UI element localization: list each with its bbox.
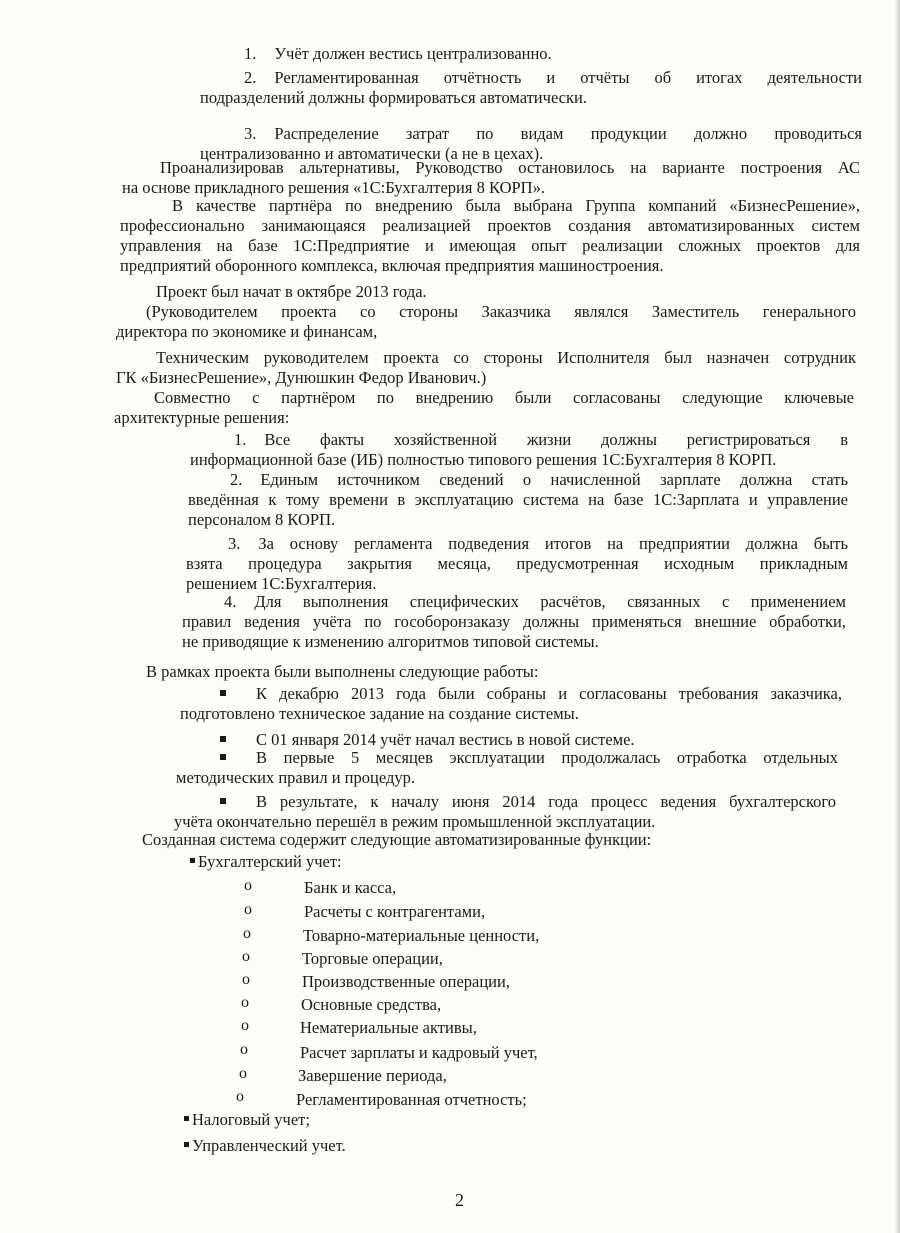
req-text: Учёт должен вестись централизованно.: [274, 44, 552, 63]
paragraph-analysis: [122, 158, 860, 198]
arch-line: правил ведения учёта по гособоронзаказу должны применяться внешние обработки,: [182, 612, 846, 631]
paragraph-line: архитектурные решения:: [114, 408, 290, 427]
paragraph-line: директора по экономике и финансам,: [116, 322, 378, 341]
req-line: [200, 124, 862, 144]
square-bullet-icon: [220, 736, 226, 742]
function-label: Бухгалтерский учет:: [198, 852, 342, 871]
arch-num: 4.: [224, 592, 237, 611]
req-num: 2.: [244, 68, 257, 87]
function-label: Налоговый учет;: [192, 1110, 310, 1129]
paragraph-line: (Руководителем проекта со стороны Заказчика являлся Заместитель генерального: [146, 302, 856, 321]
paragraph-start: Проект был начат в октябре 2013 года.: [156, 282, 427, 301]
arch-text: Все факты хозяйственной жизни должны регистрироваться в: [264, 430, 848, 449]
sub-item: Расчет зарплаты и кадровый учет,: [300, 1043, 538, 1062]
req-num: 1.: [244, 44, 257, 63]
circle-bullet-icon: o: [241, 994, 249, 1011]
work-text: С 01 января 2014 учёт начал вестись в новой системе.: [256, 730, 635, 749]
circle-bullet-icon: o: [236, 1088, 244, 1105]
circle-bullet-icon: o: [240, 1041, 248, 1058]
req-text: Регламентированная отчётность и отчёты об итогах деятельности: [274, 68, 862, 87]
arch-line: персоналом 8 КОРП.: [188, 510, 336, 529]
sub-item: Основные средства,: [301, 995, 442, 1014]
paragraph-system: Созданная система содержит следующие автоматизированные функции:: [142, 830, 652, 849]
square-bullet-icon: [190, 858, 195, 863]
work-text: В результате, к началу июня 2014 года процесс ведения бухгалтерского: [256, 792, 836, 811]
sub-item: Расчеты с контрагентами,: [304, 902, 486, 921]
req-line: подразделений должны формироваться автоматически.: [200, 88, 587, 107]
arch-line: [188, 470, 848, 490]
paragraph-manager: [116, 302, 856, 342]
arch-line: [190, 430, 848, 450]
req-num: 3.: [244, 124, 257, 143]
circle-bullet-icon: o: [241, 1017, 249, 1034]
sub-item: Завершение периода,: [298, 1066, 447, 1085]
circle-bullet-icon: o: [244, 901, 252, 918]
req-item-2: [200, 68, 862, 108]
work-line: подготовлено техническое задание на создание системы.: [180, 704, 579, 723]
function-mgmt: [184, 1136, 584, 1156]
arch-line: не приводящие к изменению алгоритмов типовой системы.: [182, 632, 599, 651]
arch-num: 2.: [230, 470, 243, 489]
sub-item: Товарно-материальные ценности,: [303, 926, 540, 945]
sub-item: Нематериальные активы,: [300, 1018, 477, 1037]
req-line: [200, 68, 862, 88]
circle-bullet-icon: o: [242, 948, 250, 965]
circle-bullet-icon: o: [239, 1065, 247, 1082]
work-line: методических правил и процедур.: [176, 768, 415, 787]
req-text: Распределение затрат по видам продукции должно проводиться: [274, 124, 862, 143]
paragraph-line: на основе прикладного решения «1С:Бухгалтерия 8 КОРП».: [122, 178, 545, 197]
paragraph-partner: [120, 196, 860, 276]
arch-text: За основу регламента подведения итогов на предприятии должна быть: [258, 534, 848, 553]
function-label: Управленческий учет.: [192, 1136, 346, 1155]
arch-line: [182, 592, 846, 612]
circle-bullet-icon: o: [243, 925, 251, 942]
arch-item-1: [190, 430, 848, 470]
arch-line: введённая к тому времени в эксплуатацию система на базе 1С:Зарплата и управление: [188, 490, 848, 509]
arch-num: 3.: [228, 534, 241, 553]
sub-item: Регламентированная отчетность;: [296, 1090, 527, 1109]
work-item-4: [174, 792, 836, 832]
work-item-3: [176, 748, 838, 788]
work-text: К декабрю 2013 года были собраны и согласованы требования заказчика,: [256, 684, 842, 703]
paragraph-arch: [114, 388, 854, 428]
work-line: [176, 748, 838, 768]
arch-item-2: [188, 470, 848, 530]
paragraph-tech: [116, 348, 856, 388]
arch-text: Для выполнения специфических расчётов, связанных с применением: [254, 592, 846, 611]
circle-bullet-icon: o: [242, 971, 250, 988]
paragraph-line: Техническим руководителем проекта со стороны Исполнителя был назначен сотрудник: [156, 348, 856, 367]
arch-num: 1.: [234, 430, 247, 449]
sub-item: Производственные операции,: [302, 972, 510, 991]
scan-edge-shadow: [894, 0, 900, 1233]
paragraph-line: управления на базе 1С:Предприятие и имеющая опыт реализации сложных проектов для: [120, 236, 860, 255]
work-item-1: [180, 684, 842, 724]
arch-item-4: [182, 592, 846, 652]
work-line: [174, 792, 836, 812]
page-number: 2: [455, 1190, 464, 1210]
paragraph-line: ГК «БизнесРешение», Дунюшкин Федор Иванович.): [116, 368, 487, 387]
square-bullet-icon: [184, 1142, 189, 1147]
work-line: учёта окончательно перешёл в режим промышленной эксплуатации.: [174, 812, 656, 831]
circle-bullet-icon: o: [244, 877, 252, 894]
square-bullet-icon: [220, 798, 226, 804]
paragraph-line: В качестве партнёра по внедрению была выбрана Группа компаний «БизнесРешение»,: [172, 196, 860, 215]
arch-item-3: [186, 534, 848, 594]
function-tax: [184, 1110, 584, 1130]
req-item-1: [244, 44, 864, 64]
square-bullet-icon: [220, 754, 226, 760]
arch-text: Единым источником сведений о начисленной зарплате должна стать: [260, 470, 848, 489]
paragraph-works: В рамках проекта были выполнены следующие работы:: [146, 662, 539, 681]
paragraph-line: Проанализировав альтернативы, Руководство остановилось на варианте построения АС: [160, 158, 860, 177]
function-accounting: [190, 852, 590, 872]
arch-line: решением 1С:Бухгалтерия.: [186, 574, 377, 593]
arch-line: [186, 534, 848, 554]
sub-item: Банк и касса,: [304, 878, 397, 897]
arch-line: взята процедура закрытия месяца, предусмотренная исходным прикладным: [186, 554, 848, 573]
work-text: В первые 5 месяцев эксплуатации продолжалась отработка отдельных: [256, 748, 838, 767]
square-bullet-icon: [220, 690, 226, 696]
square-bullet-icon: [184, 1116, 189, 1121]
req-line: централизованно и автоматически (а не в цехах).: [200, 144, 544, 163]
sub-item: Торговые операции,: [302, 949, 443, 968]
work-item-2: [220, 730, 840, 750]
work-line: [180, 684, 842, 704]
paragraph-line: предприятий оборонного комплекса, включая предприятия машиностроения.: [120, 256, 664, 275]
arch-line: информационной базе (ИБ) полностью типового решения 1С:Бухгалтерия 8 КОРП.: [190, 450, 777, 469]
paragraph-line: профессионально занимающаяся реализацией проектов создания автоматизированных систем: [120, 216, 860, 235]
paragraph-line: Совместно с партнёром по внедрению были согласованы следующие ключевые: [154, 388, 854, 407]
